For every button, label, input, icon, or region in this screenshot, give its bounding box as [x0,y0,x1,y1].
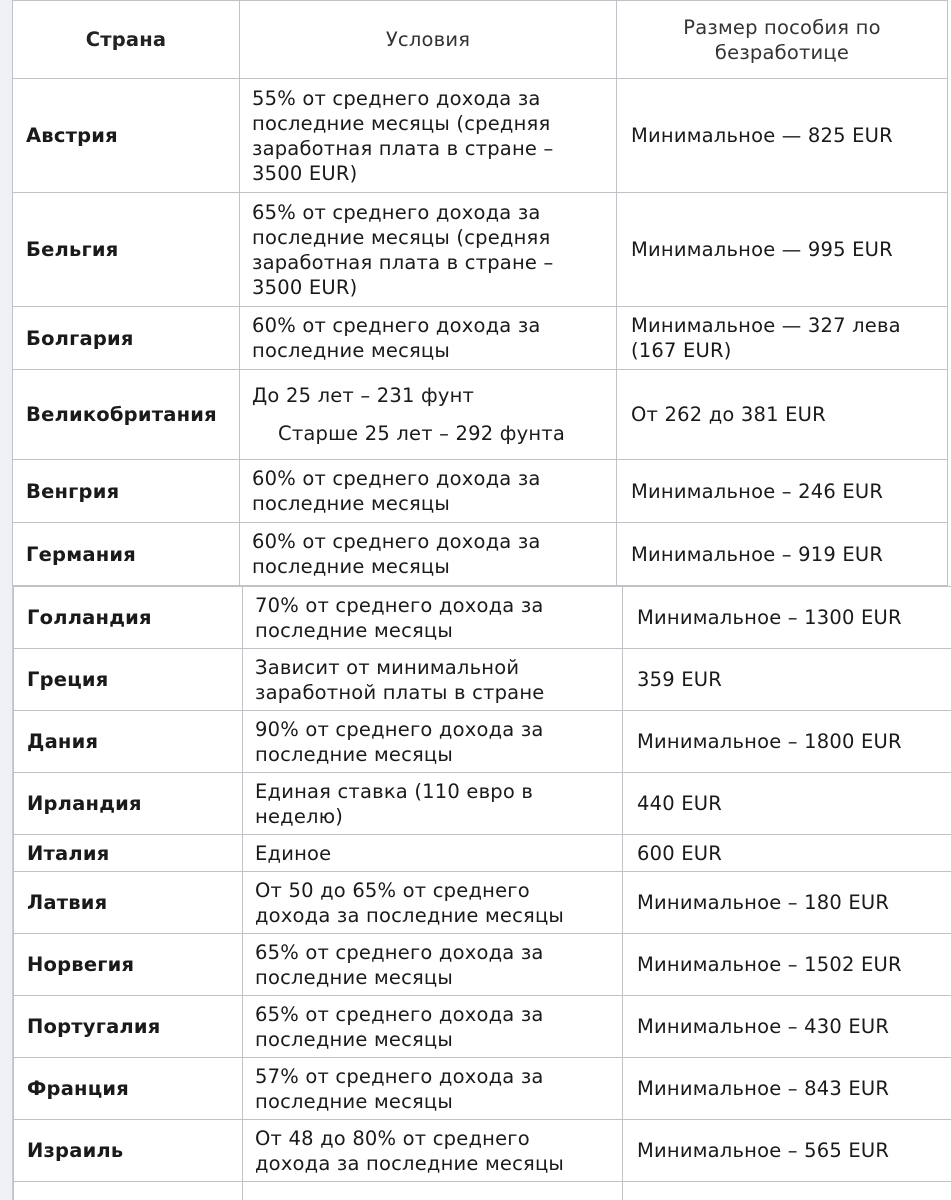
cell-country: Франция [14,1058,243,1120]
table-row [14,587,951,649]
cell-country: Австрия [13,79,240,193]
table-row [13,370,948,460]
cell-conditions: 57% от среднего дохода за последние месяцы [243,1058,623,1120]
cell-conditions: От 50 до 65% от среднего дохода за последние месяцы [243,872,623,934]
cell-amount: Минимальное – 843 EUR [623,1058,951,1120]
cell-conditions: 90% от среднего дохода за последние месяцы [243,711,623,773]
cell-conditions: 65% от среднего дохода за последние месяцы (средняя заработная плата в стране – 3500 EUR) [240,193,617,307]
table-part-2 [13,586,951,1200]
table-row [14,1058,951,1120]
cell-amount: Минимальное – 1800 EUR [623,711,951,773]
cell-amount: Минимальное – 1300 EUR [623,587,951,649]
cell-amount: Минимальное — 995 EUR [617,193,948,307]
cell-empty [243,1182,623,1200]
table-row-partial [14,1182,951,1200]
table-row [14,996,951,1058]
cell-amount: 440 EUR [623,773,951,835]
cell-country: Дания [14,711,243,773]
table-row [13,79,948,193]
table-part-1 [12,0,948,586]
cell-amount: Минимальное – 180 EUR [623,872,951,934]
cell-country: Голландия [14,587,243,649]
cell-amount: Минимальное – 246 EUR [617,460,948,523]
cell-country: Болгария [13,307,240,370]
header-country: Страна [13,1,240,79]
cell-amount: Минимальное – 1502 EUR [623,934,951,996]
cell-amount: Минимальное – 565 EUR [623,1120,951,1182]
table-row [14,1120,951,1182]
cell-conditions: От 48 до 80% от среднего дохода за последние месяцы [243,1120,623,1182]
cell-conditions: 60% от среднего дохода за последние месяцы [240,523,617,586]
cell-country: Греция [14,649,243,711]
cell-conditions: 55% от среднего дохода за последние месяцы (средняя заработная плата в стране – 3500 EUR) [240,79,617,193]
cell-country: Италия [14,835,243,872]
conditions-line-2: Старше 25 лет – 292 фунта [278,422,566,445]
cell-country: Латвия [14,872,243,934]
cell-conditions: 60% от среднего дохода за последние месяцы [240,307,617,370]
cell-amount: Минимальное – 430 EUR [623,996,951,1058]
header-conditions: Условия [240,1,617,79]
cell-conditions: 70% от среднего дохода за последние месяцы [243,587,623,649]
unemployment-benefits-table [12,0,951,1200]
cell-country: Норвегия [14,934,243,996]
cell-amount: Минимальное – 919 EUR [617,523,948,586]
cell-country: Германия [13,523,240,586]
table-row [14,835,951,872]
cell-conditions: 65% от среднего дохода за последние месяцы [243,996,623,1058]
header-amount: Размер пособия по безработице [617,1,948,79]
cell-conditions [240,370,617,460]
table-row [13,523,948,586]
cell-country: Ирландия [14,773,243,835]
cell-amount: 359 EUR [623,649,951,711]
cell-country: Великобритания [13,370,240,460]
table-row [14,773,951,835]
cell-amount: Минимальное — 825 EUR [617,79,948,193]
cell-conditions: Зависит от минимальной заработной платы в стране [243,649,623,711]
table-row [14,649,951,711]
table-row [13,193,948,307]
cell-empty [14,1182,243,1200]
cell-conditions: 65% от среднего дохода за последние месяцы [243,934,623,996]
cell-country: Венгрия [13,460,240,523]
cell-country: Португалия [14,996,243,1058]
table-header-row [13,1,948,79]
table-row [13,460,948,523]
table-row [13,307,948,370]
cell-empty [623,1182,951,1200]
cell-conditions: Единое [243,835,623,872]
table-row [14,711,951,773]
cell-country: Израиль [14,1120,243,1182]
cell-country: Бельгия [13,193,240,307]
table-row [14,872,951,934]
cell-amount: 600 EUR [623,835,951,872]
cell-amount: Минимальное — 327 лева (167 EUR) [617,307,948,370]
cell-conditions: 60% от среднего дохода за последние месяцы [240,460,617,523]
table-row [14,934,951,996]
cell-conditions: Единая ставка (110 евро в неделю) [243,773,623,835]
conditions-line-1: До 25 лет – 231 фунт [252,384,475,407]
cell-amount: От 262 до 381 EUR [617,370,948,460]
